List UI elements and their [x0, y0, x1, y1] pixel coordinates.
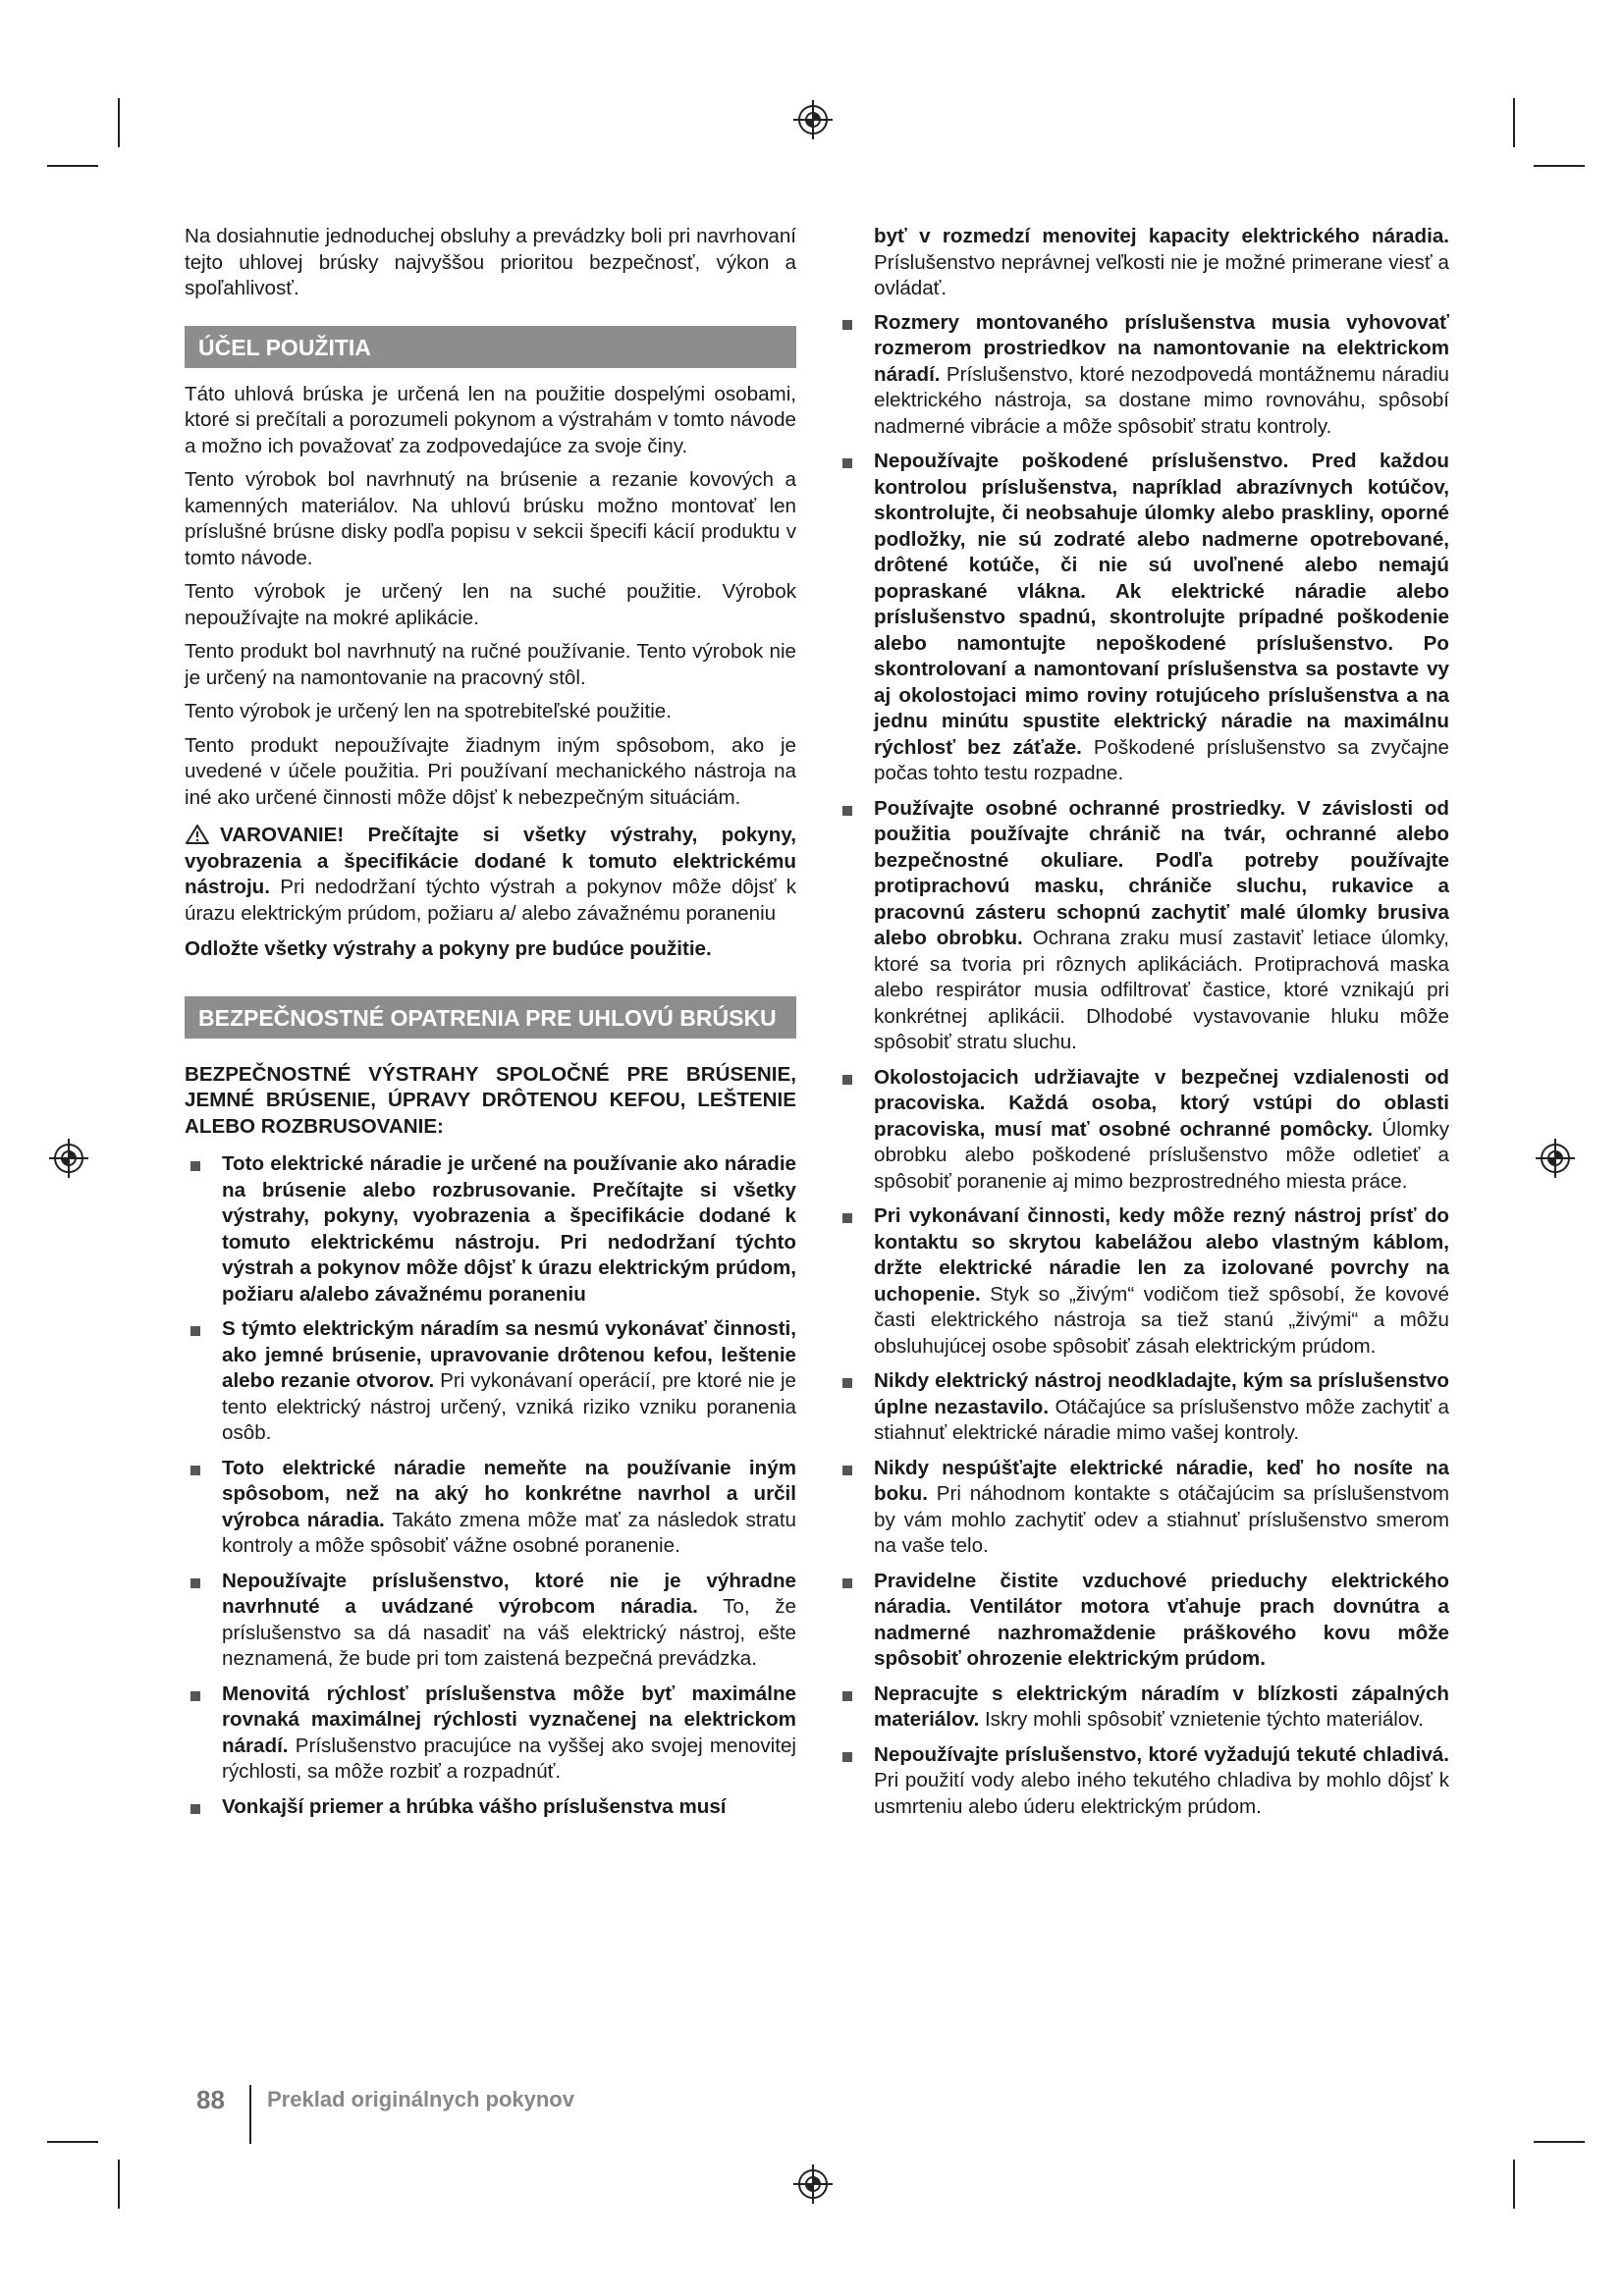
list-item: Okolostojacich udržiavajte v bezpečnej vzdialenosti od pracoviska. Každá osoba, ktorý vstúpi do oblasti pracoviska, musí mať osobné ochranné pomôcky. Úlomky obrobku alebo poškodené príslušenstvo môže odletieť a spôsobiť poranenie aj mimo bezprostredného miesta práce.: [837, 1065, 1449, 1196]
crop-mark: [118, 2160, 120, 2209]
crop-mark: [1534, 2141, 1585, 2143]
safety-list-right: [837, 310, 1449, 1821]
safety-list-left: [185, 1151, 796, 1820]
section-heading-safety: BEZPEČNOSTNÉ OPATRENIA PRE UHLOVÚ BRÚSKU: [185, 996, 796, 1039]
paragraph: Tento výrobok je určený len na spotrebiteľské použitie.: [185, 700, 672, 722]
intro-paragraph: Na dosiahnutie jednoduchej obsluhy a prevádzky boli pri navrhovaní tejto uhlovej brúsky najvyššou prioritou bezpečnosť, výkon a spoľahlivosť.: [185, 225, 796, 299]
list-item: Nikdy elektrický nástroj neodkladajte, kým sa príslušenstvo úplne nezastavilo. Otáčajúce sa príslušenstvo môže zachytiť a stiahnuť elektrické náradie mimo vašej kontroly.: [837, 1368, 1449, 1447]
continuation-paragraph: byť v rozmedzí menovitej kapacity elektrického náradia. Príslušenstvo neprávnej veľkosti nie je možné primerane viesť a ovládať.: [874, 225, 1449, 299]
paragraph: Tento výrobok je určený len na suché použitie. Výrobok nepoužívajte na mokré aplikácie.: [185, 580, 796, 629]
safety-subheading: BEZPEČNOSTNÉ VÝSTRAHY SPOLOČNÉ PRE BRÚSENIE, JEMNÉ BRÚSENIE, ÚPRAVY DRÔTENOU KEFOU, LEŠTENIE ALEBO ROZBRUSOVANIE:: [185, 1062, 796, 1138]
list-item: Toto elektrické náradie nemeňte na používanie iným spôsobom, než na aký ho konkrétne navrhol a určil výrobca náradia. Takáto zmena môže mať za následok stratu kontroly a môže spôsobiť vážne osobné poranenie.: [185, 1456, 796, 1560]
warning-paragraph: [185, 823, 796, 927]
list-item: Rozmery montovaného príslušenstva musia vyhovovať rozmerom prostriedkov na namontovanie na elektrickom náradí. Príslušenstvo, ktoré nezodpovedá montážnemu náradiu elektrického nástroja, sa dostane mimo rovnováhu, spôsobí nadmerné vibrácie a môže spôsobiť stratu kontroly.: [837, 310, 1449, 441]
section-heading-purpose: ÚČEL POUŽITIA: [185, 326, 796, 368]
crop-mark: [1534, 165, 1585, 167]
paragraph: Tento produkt bol navrhnutý na ručné používanie. Tento výrobok nie je určený na namontovanie na pracovný stôl.: [185, 640, 796, 689]
list-item: Nepracujte s elektrickým náradím v blízkosti zápalných materiálov. Iskry mohli spôsobiť vznietenie týchto materiálov.: [837, 1682, 1449, 1734]
list-item: Nikdy nespúšťajte elektrické náradie, keď ho nosíte na boku. Pri náhodnom kontakte s otáčajúcim sa príslušenstvom by vám mohlo zachytiť odev a stiahnuť príslušenstvo smerom na vaše telo.: [837, 1456, 1449, 1560]
paragraph: Tento produkt nepoužívajte žiadnym iným spôsobom, ako je uvedené v účele použitia. Pri používaní mechanického nástroja na iné ako určené činnosti môže dôjsť k nebezpečným situáciám.: [185, 733, 796, 809]
crop-mark: [118, 98, 120, 147]
registration-mark-icon: [791, 98, 835, 141]
list-item: Menovitá rýchlosť príslušenstva môže byť maximálne rovnaká maximálnej rýchlosti vyznačenej na elektrickom náradí. Príslušenstvo pracujúce na vyššej ako svojej menovitej rýchlosti, sa môže rozbiť a rozpadnúť.: [185, 1682, 796, 1786]
list-item: Nepoužívajte príslušenstvo, ktoré nie je výhradne navrhnuté a uvádzané výrobcom náradia. To, že príslušenstvo sa dá nasadiť na váš elektrický nástroj, ešte neznamená, že bude pri tom zaistená bezpečná prevádzka.: [185, 1569, 796, 1673]
footer-label: Preklad originálnych pokynov: [267, 2087, 574, 2111]
list-item: Pravidelne čistite vzduchové prieduchy elektrického náradia. Ventilátor motora vťahuje prach dovnútra a nadmerné nazhromaždenie práškového kovu môže spôsobiť ohrozenie elektrickým prúdom.: [837, 1569, 1449, 1673]
crop-mark: [1513, 98, 1515, 147]
registration-mark-icon: [791, 2163, 835, 2206]
list-item: Nepoužívajte príslušenstvo, ktoré vyžadujú tekuté chladivá. Pri použití vody alebo iného tekutého chladiva by mohlo dôjsť k usmrteniu alebo úderu elektrickým prúdom.: [837, 1742, 1449, 1821]
list-item: Nepoužívajte poškodené príslušenstvo. Pred každou kontrolou príslušenstva, napríklad abrazívnych kotúčov, skontrolujte, či neobsahuje úlomky alebo praskliny, oporné podložky, nie sú zodraté alebo nadmerne opotrebované, drôtené kotúče, či nie sú uvoľnené alebo nemajú popraskané vlákna. Ak elektrické náradie alebo príslušenstvo spadnú, skontrolujte prípadné poškodenie alebo namontujte nepoškodené príslušenstvo. Po skontrolovaní a namontovaní príslušenstva sa postavte vy aj okolostojaci mimo roviny rotujúceho príslušenstva a na jednu minútu spustite elektrický náradie na maximálnu rýchlosť bez záťaže. Poškodené príslušenstvo sa zvyčajne počas tohto testu rozpadne.: [837, 449, 1449, 787]
list-item: Toto elektrické náradie je určené na používanie ako náradie na brúsenie alebo rozbrusovanie. Prečítajte si všetky výstrahy, pokyny, vyobrazenia a špecifikácie dodané k tomuto elektrickému nástroju. Pri nedodržaní týchto výstrah a pokynov môže dôjsť k úrazu elektrickým prúdom, požiaru a/alebo závažnému poraneniu: [185, 1151, 796, 1308]
list-item: Vonkajší priemer a hrúbka vášho príslušenstva musí: [185, 1794, 796, 1821]
list-item: Pri vykonávaní činnosti, kedy môže rezný nástroj prísť do kontaktu so skrytou kabelážou alebo vlastným káblom, držte elektrické náradie len za izolované povrchy na uchopenie. Styk so „živým“ vodičom tiež spôsobí, že kovové časti elektrického nástroja sa tiež stanú „živými“ a môžu obsluhujúcej osobe spôsobiť zásah elektrickým prúdom.: [837, 1203, 1449, 1360]
footer-divider: [249, 2085, 251, 2144]
registration-mark-icon: [47, 1137, 90, 1180]
list-item: S týmto elektrickým náradím sa nesmú vykonávať činnosti, ako jemné brúsenie, upravovanie drôtenou kefou, leštenie alebo rezanie otvorov. Pri vykonávaní operácií, pre ktoré nie je tento elektrický nástroj určený, vzniká riziko vzniku poranenia osôb.: [185, 1316, 796, 1447]
warning-bold: VAROVANIE! Prečítajte si všetky výstrahy, pokyny, vyobrazenia a špecifikácie dodané k tomuto elektrickému nástroju.: [185, 824, 796, 898]
paragraph: Tento výrobok bol navrhnutý na brúsenie a rezanie kovových a kamenných materiálov. Na uhlovú brúsku možno montovať len príslušné brúsne disky podľa popisu v sekcii špecifi kácií produktu v tomto návode.: [185, 468, 796, 569]
left-column: [185, 224, 796, 1829]
list-item: Používajte osobné ochranné prostriedky. V závislosti od použitia používajte chránič na tvár, ochranné alebo bezpečnostné okuliare. Podľa potreby používajte protiprachovú masku, chrániče sluchu, rukavice a pracovnú zásteru schopnú zachytiť malé úlomky brusiva alebo obrobku. Ochrana zraku musí zastaviť letiace úlomky, ktoré sa tvoria pri rôznych aplikáciách. Protiprachová maska alebo respirátor musia odfiltrovať častice, ktoré vznikajú pri konkrétnej aplikácii. Dlhodobé vystavovanie hluku môže spôsobiť stratu sluchu.: [837, 796, 1449, 1056]
page-number: 88: [196, 2085, 225, 2114]
warning-triangle-icon: [185, 824, 210, 845]
registration-mark-icon: [1534, 1137, 1577, 1180]
right-column: [837, 224, 1449, 1829]
paragraph: Táto uhlová brúska je určená len na použitie dospelými osobami, ktoré si prečítali a porozumeli pokynom a výstrahám v tomto návode a možno ich považovať za zodpovedajúce za svoje činy.: [185, 382, 796, 457]
crop-mark: [47, 2141, 98, 2143]
keep-instructions: Odložte všetky výstrahy a pokyny pre budúce použitie.: [185, 937, 712, 960]
warning-text: Pri nedodržaní týchto výstrah a pokynov môže dôjsť k úrazu elektrickým prúdom, požiaru a/ alebo závažnému poraneniu: [185, 876, 796, 925]
crop-mark: [47, 165, 98, 167]
crop-mark: [1513, 2160, 1515, 2209]
